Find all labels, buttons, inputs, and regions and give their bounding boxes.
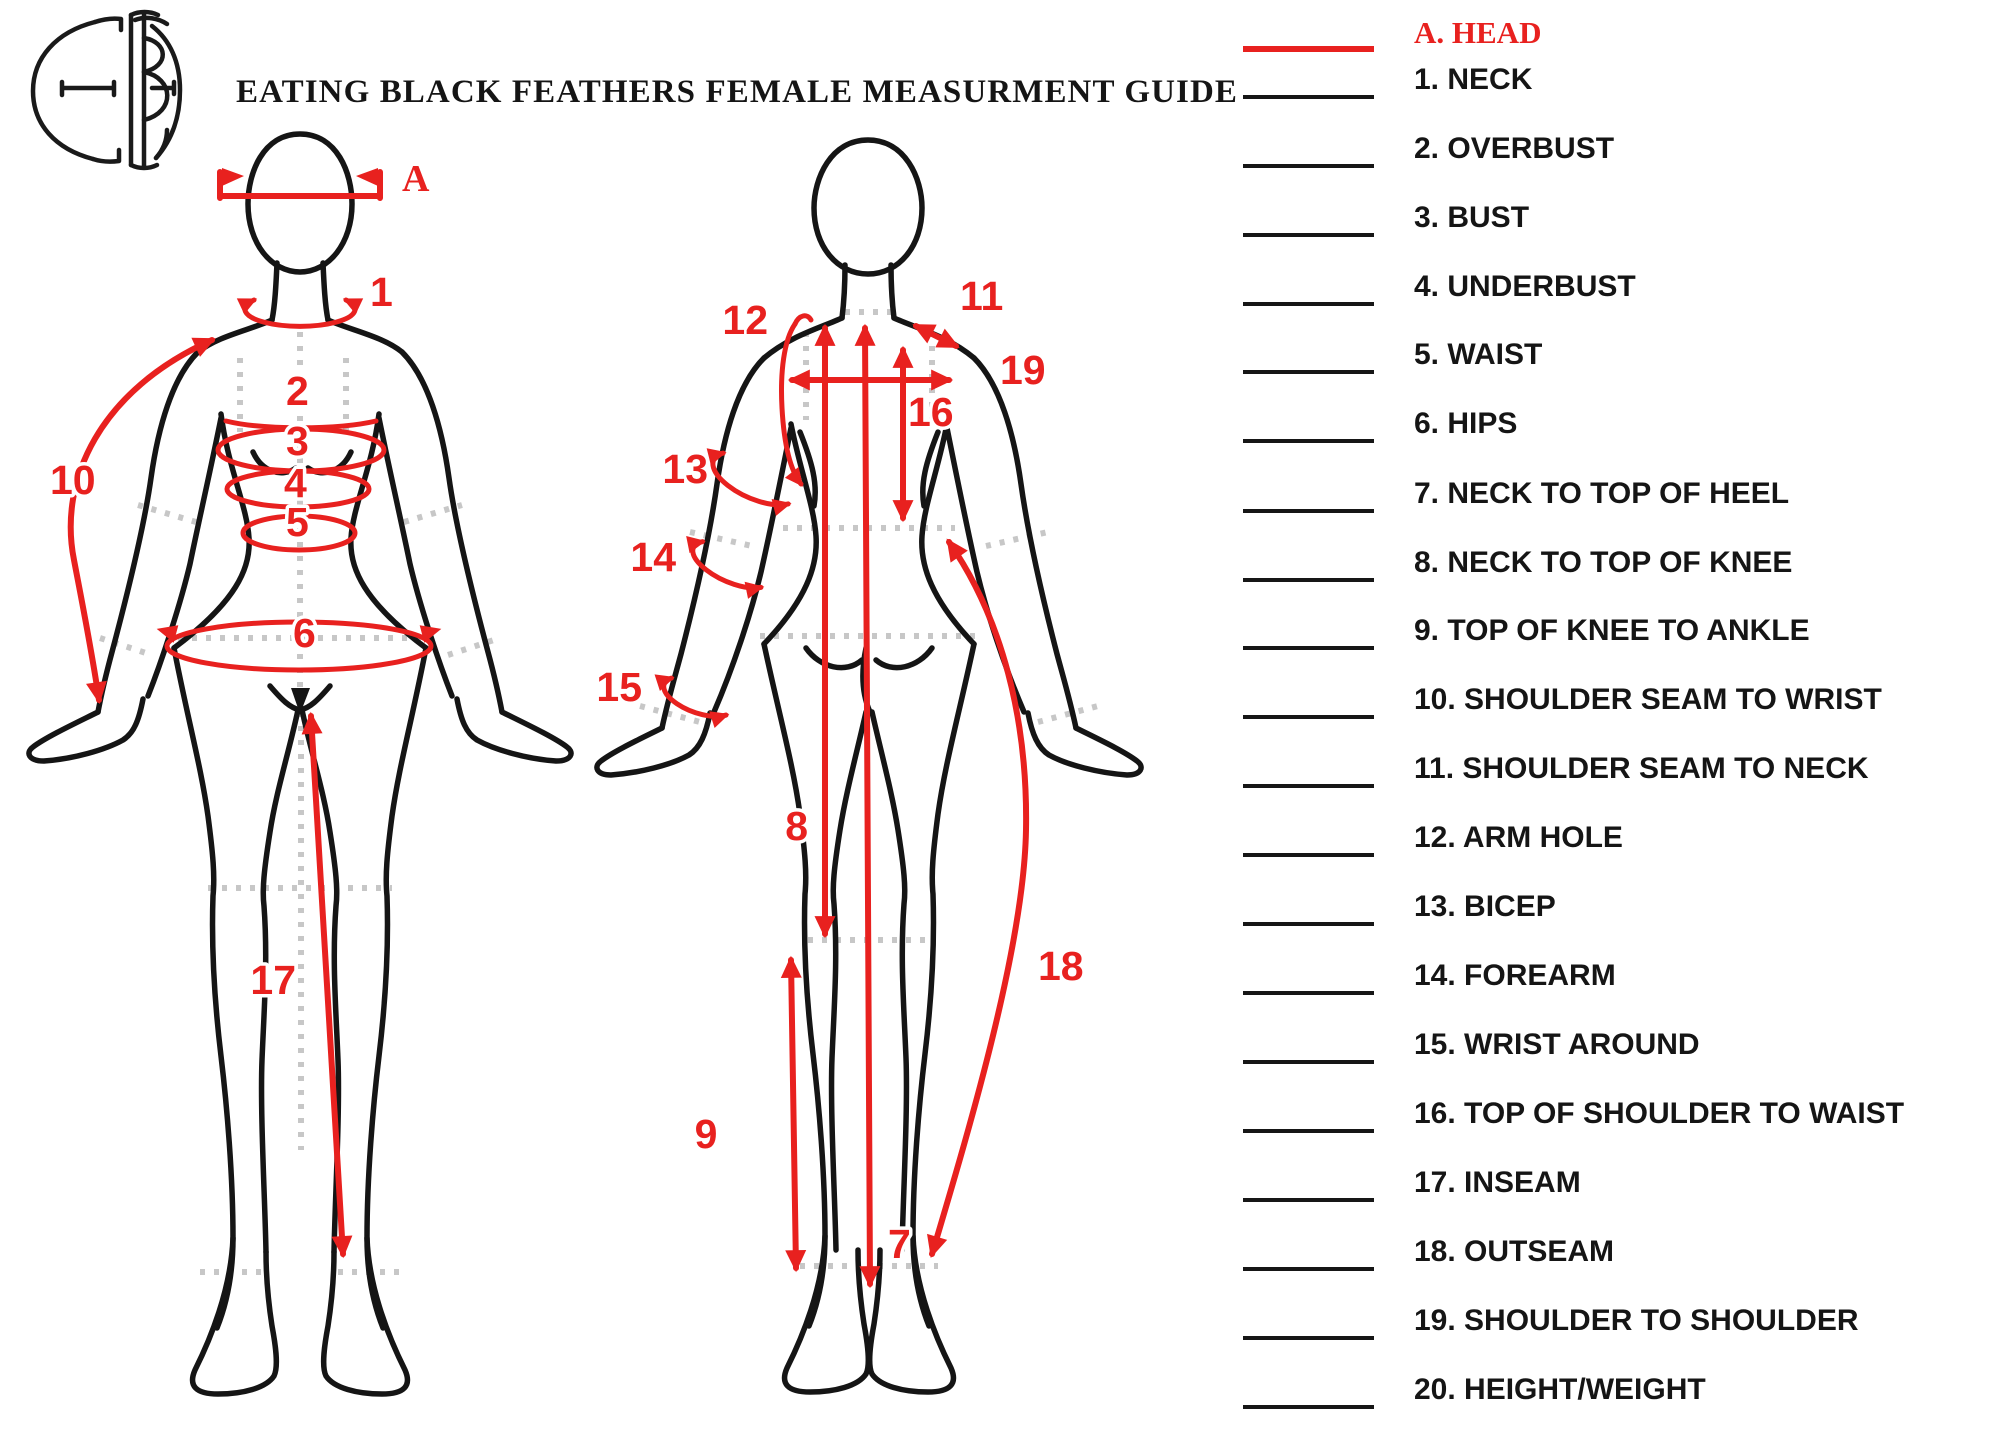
front-label-1: 1 (370, 269, 393, 315)
back-label-8: 8 (785, 803, 808, 849)
list-item-outseam (1243, 1231, 1903, 1273)
list-item-label: 12. ARM HOLE (1414, 821, 1623, 854)
back-label-19: 19 (1000, 347, 1046, 393)
list-item-label: 11. SHOULDER SEAM TO NECK (1414, 752, 1869, 785)
list-item-label: 1. NECK (1414, 63, 1533, 96)
back-label-12: 12 (722, 297, 768, 343)
list-item-neck (1243, 59, 1903, 101)
list-item-inseam (1243, 1162, 1903, 1204)
list-item-label: A. HEAD (1414, 15, 1542, 50)
list-item-label: 2. OVERBUST (1414, 132, 1615, 165)
front-label-4: 4 (284, 460, 307, 506)
fill-in-blank-10[interactable] (1243, 715, 1374, 719)
list-item-label: 5. WAIST (1414, 338, 1543, 371)
list-item-forearm (1243, 955, 1903, 997)
list-item-bust (1243, 197, 1903, 239)
fill-in-blank-6[interactable] (1243, 439, 1374, 443)
list-item-hips (1243, 403, 1903, 445)
list-item-shoulder-to-shoulder (1243, 1300, 1903, 1342)
list-item-label: 16. TOP OF SHOULDER TO WAIST (1414, 1097, 1905, 1130)
list-item-label: 4. UNDERBUST (1414, 270, 1636, 303)
front-label-A: A (402, 158, 430, 200)
list-item-head (1243, 12, 1903, 54)
back-label-13: 13 (662, 446, 708, 492)
list-item-knee-to-ankle (1243, 610, 1903, 652)
back-label-18: 18 (1038, 943, 1084, 989)
fill-in-blank-head[interactable] (1243, 46, 1374, 52)
fill-in-blank-18[interactable] (1243, 1267, 1374, 1271)
list-item-label: 14. FOREARM (1414, 959, 1616, 992)
list-item-label: 17. INSEAM (1414, 1166, 1581, 1199)
back-label-15: 15 (596, 664, 642, 710)
front-label-10: 10 (50, 457, 96, 503)
back-label-11: 11 (960, 273, 1004, 319)
fill-in-blank-8[interactable] (1243, 578, 1374, 582)
list-item-neck-to-heel (1243, 473, 1903, 515)
list-item-top-of-shoulder-to-waist (1243, 1093, 1903, 1135)
list-item-underbust (1243, 266, 1903, 308)
list-item-label: 3. BUST (1414, 201, 1530, 234)
fill-in-blank-4[interactable] (1243, 302, 1374, 306)
front-label-3: 3 (286, 418, 309, 464)
back-label-14: 14 (630, 534, 676, 580)
list-item-height-weight (1243, 1369, 1903, 1411)
list-item-label: 18. OUTSEAM (1414, 1235, 1615, 1268)
list-item-label: 13. BICEP (1414, 890, 1556, 923)
list-item-label: 10. SHOULDER SEAM TO WRIST (1414, 683, 1882, 716)
list-item-arm-hole (1243, 817, 1903, 859)
page-title: EATING BLACK FEATHERS FEMALE MEASURMENT GUIDE (236, 74, 1239, 110)
fill-in-blank-13[interactable] (1243, 922, 1374, 926)
fill-in-blank-17[interactable] (1243, 1198, 1374, 1202)
fill-in-blank-1[interactable] (1243, 95, 1374, 99)
fill-in-blank-20[interactable] (1243, 1405, 1374, 1409)
list-item-wrist-around (1243, 1024, 1903, 1066)
fill-in-blank-9[interactable] (1243, 646, 1374, 650)
back-label-16: 16 (908, 389, 954, 435)
back-label-7: 7 (888, 1221, 911, 1267)
list-item-shoulder-seam-to-wrist (1243, 679, 1903, 721)
list-item-label: 15. WRIST AROUND (1414, 1028, 1700, 1061)
list-item-waist (1243, 334, 1903, 376)
list-item-label: 19. SHOULDER TO SHOULDER (1414, 1304, 1859, 1337)
list-item-shoulder-seam-to-neck (1243, 748, 1903, 790)
list-item-label: 20. HEIGHT/WEIGHT (1414, 1373, 1706, 1406)
list-item-overbust (1243, 128, 1903, 170)
fill-in-blank-12[interactable] (1243, 853, 1374, 857)
list-item-bicep (1243, 886, 1903, 928)
fill-in-blank-15[interactable] (1243, 1060, 1374, 1064)
list-item-label: 9. TOP OF KNEE TO ANKLE (1414, 614, 1810, 647)
list-item-label: 6. HIPS (1414, 407, 1518, 440)
front-label-5: 5 (286, 499, 309, 545)
fill-in-blank-19[interactable] (1243, 1336, 1374, 1340)
fill-in-blank-2[interactable] (1243, 164, 1374, 168)
list-item-label: 7. NECK TO TOP OF HEEL (1414, 477, 1790, 510)
front-label-17: 17 (250, 957, 296, 1003)
fill-in-blank-3[interactable] (1243, 233, 1374, 237)
fill-in-blank-11[interactable] (1243, 784, 1374, 788)
fill-in-blank-14[interactable] (1243, 991, 1374, 995)
list-item-label: 8. NECK TO TOP OF KNEE (1414, 546, 1793, 579)
fill-in-blank-16[interactable] (1243, 1129, 1374, 1133)
fill-in-blank-5[interactable] (1243, 370, 1374, 374)
front-label-6: 6 (293, 610, 316, 656)
list-item-neck-to-knee (1243, 542, 1903, 584)
front-label-2: 2 (286, 368, 309, 414)
fill-in-blank-7[interactable] (1243, 509, 1374, 513)
back-label-9: 9 (694, 1111, 718, 1157)
